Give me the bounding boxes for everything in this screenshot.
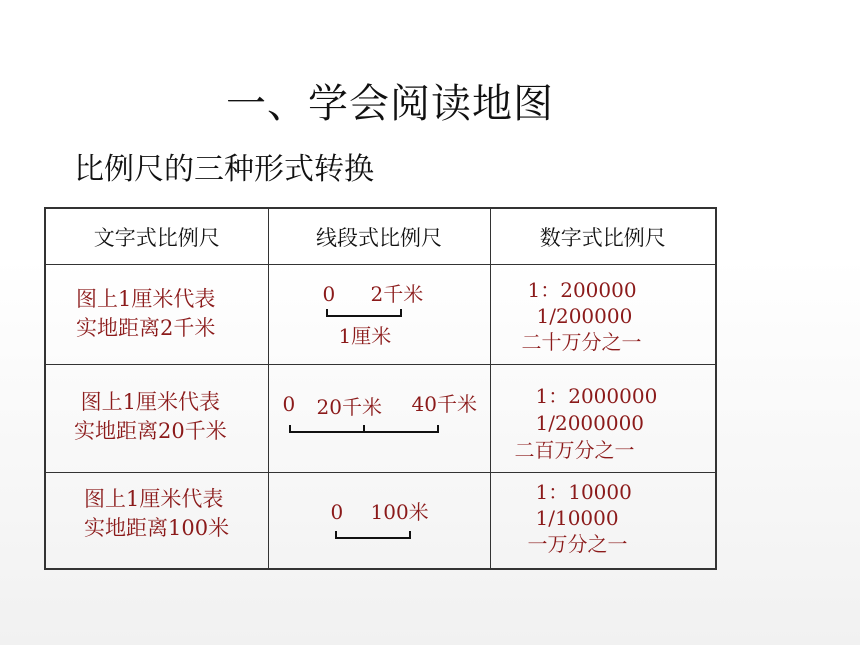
segment-label: 40千米 bbox=[411, 392, 477, 416]
numeric-ratio: 1：200000 bbox=[527, 278, 637, 302]
numeric-words: 二十万分之一 bbox=[521, 330, 642, 354]
segment-label: 0 bbox=[322, 282, 336, 306]
numeric-fraction: 1/200000 bbox=[536, 304, 633, 328]
header-segment-scale: 线段式比例尺 bbox=[268, 208, 490, 265]
table-row bbox=[45, 265, 716, 365]
table-row bbox=[45, 365, 716, 473]
scale-bar-tick bbox=[363, 425, 365, 433]
text-scale-cell bbox=[45, 473, 268, 569]
numeric-words: 一万分之一 bbox=[527, 532, 628, 556]
scale-bar bbox=[335, 531, 411, 539]
numeric-scale-cell bbox=[490, 265, 716, 365]
text-scale-line: 实地距离20千米 bbox=[74, 419, 227, 443]
numeric-fraction: 1/2000000 bbox=[535, 411, 645, 435]
scale-table bbox=[44, 207, 717, 570]
numeric-scale-cell bbox=[490, 365, 716, 473]
text-scale-line: 图上1厘米代表 bbox=[76, 287, 216, 311]
text-scale-line: 实地距离100米 bbox=[84, 516, 230, 540]
page-title: 一、学会阅读地图 bbox=[226, 81, 554, 127]
numeric-ratio: 1：10000 bbox=[535, 480, 632, 504]
section-subtitle: 比例尺的三种形式转换 bbox=[74, 152, 374, 187]
text-scale-line: 图上1厘米代表 bbox=[80, 390, 221, 414]
header-text-scale: 文字式比例尺 bbox=[45, 208, 268, 265]
segment-scale-cell bbox=[268, 365, 490, 473]
scale-bar bbox=[326, 309, 402, 317]
table-header-row bbox=[45, 208, 716, 265]
numeric-ratio: 1：2000000 bbox=[535, 384, 658, 408]
table-row bbox=[45, 473, 716, 569]
text-scale-line: 图上1厘米代表 bbox=[84, 487, 224, 511]
numeric-words: 二百万分之一 bbox=[514, 438, 635, 462]
segment-unit-label: 1厘米 bbox=[338, 324, 392, 348]
segment-scale-cell bbox=[268, 265, 490, 365]
numeric-fraction: 1/10000 bbox=[535, 506, 619, 530]
text-scale-line: 实地距离2千米 bbox=[76, 316, 216, 340]
segment-scale-cell bbox=[268, 473, 490, 569]
numeric-scale-cell bbox=[490, 473, 716, 569]
segment-label: 20千米 bbox=[316, 395, 382, 419]
header-numeric-scale: 数字式比例尺 bbox=[490, 208, 716, 265]
segment-label: 100米 bbox=[370, 500, 429, 524]
segment-label: 0 bbox=[282, 392, 296, 416]
segment-label: 0 bbox=[330, 500, 344, 524]
text-scale-cell bbox=[45, 265, 268, 365]
segment-label: 2千米 bbox=[370, 282, 424, 306]
text-scale-cell bbox=[45, 365, 268, 473]
